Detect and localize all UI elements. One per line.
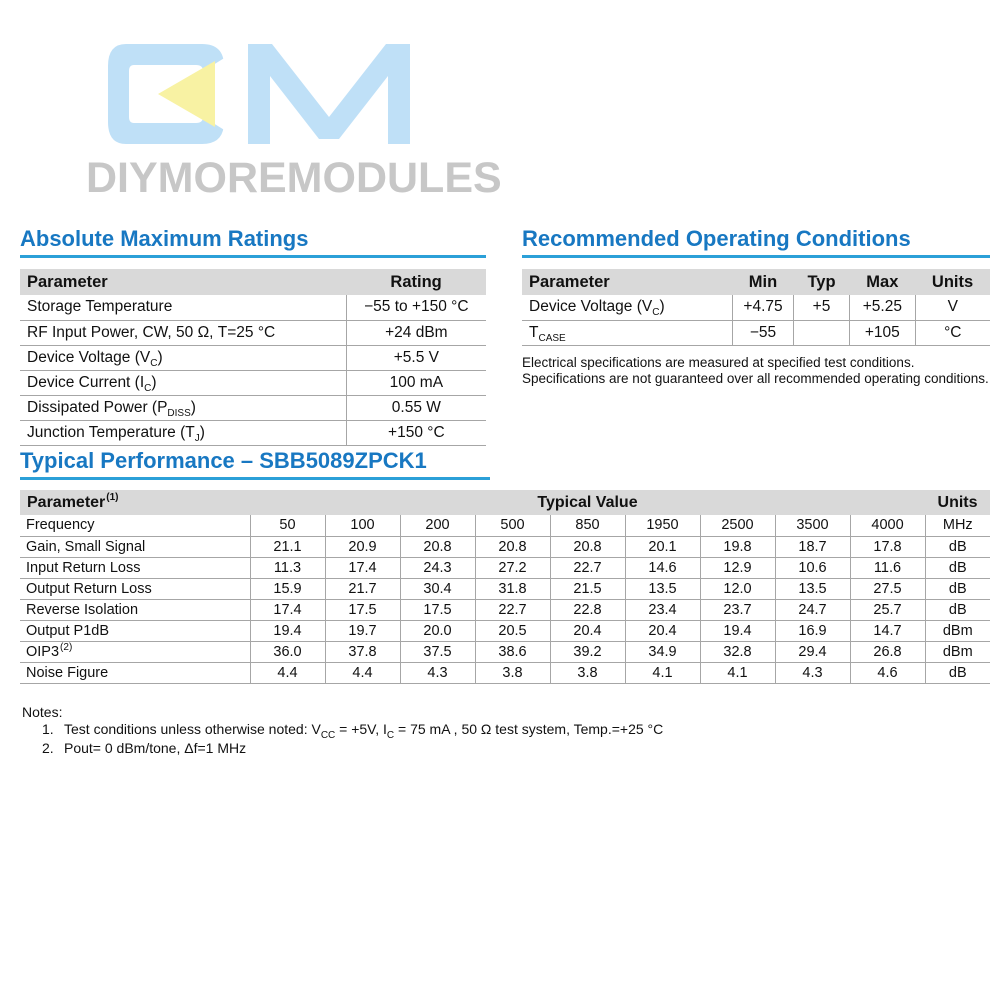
param-text: RF Input Power, CW, 50 Ω, T=25 °C bbox=[27, 323, 276, 341]
value-cell: 20.4 bbox=[550, 620, 625, 641]
table-row bbox=[20, 641, 990, 662]
value-cell: 19.8 bbox=[700, 536, 775, 557]
param-text: ) bbox=[151, 373, 157, 391]
roc-col-min: Min bbox=[733, 269, 794, 295]
note-text: Pout= 0 dBm/tone, Δf=1 MHz bbox=[64, 740, 247, 756]
value-cell: 12.0 bbox=[700, 578, 775, 599]
table-row bbox=[20, 420, 486, 445]
param-text: Dissipated Power (P bbox=[27, 398, 168, 416]
frequency-row bbox=[20, 515, 990, 536]
param-text: Input Return Loss bbox=[26, 559, 141, 576]
param-subscript: J bbox=[194, 432, 200, 444]
value-cell: 34.9 bbox=[625, 641, 700, 662]
param-subscript: C bbox=[150, 357, 158, 369]
value-cell: 19.4 bbox=[250, 620, 325, 641]
value-cell: 37.8 bbox=[325, 641, 400, 662]
value-cell: 23.7 bbox=[700, 599, 775, 620]
parameter-cell bbox=[522, 320, 733, 345]
min-cell: −55 bbox=[733, 320, 794, 345]
value-cell: 25.7 bbox=[850, 599, 925, 620]
value-cell: 20.8 bbox=[400, 536, 475, 557]
freq-cell: 4000 bbox=[850, 515, 925, 536]
notes-heading: Notes: bbox=[22, 704, 63, 720]
param-text: OIP3 bbox=[26, 643, 60, 660]
section-typical-performance bbox=[20, 448, 990, 684]
table-row bbox=[522, 320, 990, 345]
note-text: = 75 mA , 50 Ω test system, Temp.=+25 °C bbox=[394, 721, 664, 737]
parameter-cell bbox=[20, 395, 346, 420]
param-text: ) bbox=[659, 298, 665, 316]
value-cell: 20.8 bbox=[550, 536, 625, 557]
note-text: Test conditions unless otherwise noted: V bbox=[64, 721, 321, 737]
value-cell: 37.5 bbox=[400, 641, 475, 662]
value-cell: 14.6 bbox=[625, 557, 700, 578]
value-cell: 12.9 bbox=[700, 557, 775, 578]
notes-block bbox=[22, 704, 942, 758]
value-cell: 4.4 bbox=[250, 662, 325, 683]
value-cell: 24.7 bbox=[775, 599, 850, 620]
value-cell: 36.0 bbox=[250, 641, 325, 662]
param-text: Device Voltage (V bbox=[529, 298, 653, 316]
value-cell: 20.8 bbox=[475, 536, 550, 557]
value-cell: 4.3 bbox=[775, 662, 850, 683]
roc-col-units: Units bbox=[915, 269, 990, 295]
roc-footnote: Electrical specifications are measured at specified test conditions. Specifications are not guaranteed over all recommended operating conditions. bbox=[522, 354, 989, 386]
parameter-cell bbox=[20, 641, 250, 662]
value-cell: 27.5 bbox=[850, 578, 925, 599]
param-text: Device Current (I bbox=[27, 373, 145, 391]
value-cell: 32.8 bbox=[700, 641, 775, 662]
parameter-cell bbox=[20, 420, 346, 445]
parameter-cell bbox=[20, 295, 346, 320]
note-number: 2. bbox=[42, 740, 54, 756]
unit-cell: dB bbox=[925, 578, 990, 599]
rating-cell: +5.5 V bbox=[346, 345, 486, 370]
note-text: = +5V, I bbox=[335, 721, 387, 737]
value-cell: 4.3 bbox=[400, 662, 475, 683]
amr-col-rating: Rating bbox=[346, 269, 486, 295]
table-row bbox=[20, 599, 990, 620]
freq-cell: 50 bbox=[250, 515, 325, 536]
tp-col-parameter bbox=[20, 490, 250, 515]
value-cell: 39.2 bbox=[550, 641, 625, 662]
value-cell: 21.1 bbox=[250, 536, 325, 557]
tp-col-typical-value: Typical Value bbox=[250, 490, 925, 515]
freq-cell: 100 bbox=[325, 515, 400, 536]
unit-cell: MHz bbox=[925, 515, 990, 536]
parameter-cell bbox=[20, 320, 346, 345]
value-cell: 4.4 bbox=[325, 662, 400, 683]
value-cell: 21.5 bbox=[550, 578, 625, 599]
note-item-2 bbox=[22, 739, 942, 758]
freq-cell: 200 bbox=[400, 515, 475, 536]
table-row bbox=[20, 345, 486, 370]
parameter-cell bbox=[20, 536, 250, 557]
parameter-cell bbox=[20, 345, 346, 370]
value-cell: 4.6 bbox=[850, 662, 925, 683]
param-text: ) bbox=[199, 423, 205, 441]
roc-table bbox=[522, 269, 990, 346]
value-cell: 20.9 bbox=[325, 536, 400, 557]
value-cell: 3.8 bbox=[550, 662, 625, 683]
parameter-cell bbox=[20, 557, 250, 578]
param-subscript: CASE bbox=[538, 332, 566, 344]
roc-col-parameter: Parameter bbox=[522, 269, 733, 295]
brand-logo bbox=[108, 44, 410, 149]
roc-col-typ: Typ bbox=[793, 269, 849, 295]
typ-cell: +5 bbox=[793, 295, 849, 320]
table-row bbox=[522, 295, 990, 320]
value-cell: 19.4 bbox=[700, 620, 775, 641]
param-text: T bbox=[529, 323, 539, 341]
value-cell: 22.7 bbox=[550, 557, 625, 578]
header-superscript: (1) bbox=[106, 492, 119, 504]
note-subscript: CC bbox=[320, 729, 336, 741]
param-text: Device Voltage (V bbox=[27, 348, 151, 366]
table-row bbox=[20, 295, 486, 320]
min-cell: +4.75 bbox=[733, 295, 794, 320]
param-text: ) bbox=[190, 398, 196, 416]
parameter-cell bbox=[20, 620, 250, 641]
freq-cell: 850 bbox=[550, 515, 625, 536]
unit-cell: dB bbox=[925, 599, 990, 620]
freq-cell: 3500 bbox=[775, 515, 850, 536]
value-cell: 10.6 bbox=[775, 557, 850, 578]
rating-cell: +150 °C bbox=[346, 420, 486, 445]
tp-header-row bbox=[20, 490, 990, 515]
value-cell: 11.3 bbox=[250, 557, 325, 578]
param-subscript: DISS bbox=[167, 407, 191, 419]
value-cell: 4.1 bbox=[700, 662, 775, 683]
section-title-recommended-operating-conditions: Recommended Operating Conditions bbox=[522, 226, 990, 258]
table-row bbox=[20, 395, 486, 420]
value-cell: 17.5 bbox=[325, 599, 400, 620]
param-text: Reverse Isolation bbox=[26, 601, 139, 618]
param-text: Noise Figure bbox=[26, 664, 109, 681]
rating-cell: 100 mA bbox=[346, 370, 486, 395]
value-cell: 24.3 bbox=[400, 557, 475, 578]
value-cell: 3.8 bbox=[475, 662, 550, 683]
max-cell: +5.25 bbox=[850, 295, 916, 320]
unit-cell: dB bbox=[925, 536, 990, 557]
freq-cell: 500 bbox=[475, 515, 550, 536]
units-cell: °C bbox=[915, 320, 990, 345]
unit-cell: dBm bbox=[925, 641, 990, 662]
freq-cell: 2500 bbox=[700, 515, 775, 536]
parameter-cell bbox=[522, 295, 733, 320]
value-cell: 17.5 bbox=[400, 599, 475, 620]
value-cell: 21.7 bbox=[325, 578, 400, 599]
section-absolute-maximum-ratings bbox=[20, 226, 486, 446]
units-cell: V bbox=[915, 295, 990, 320]
rating-cell: 0.55 W bbox=[346, 395, 486, 420]
section-title-absolute-maximum-ratings: Absolute Maximum Ratings bbox=[20, 226, 486, 258]
amr-header-row bbox=[20, 269, 486, 295]
parameter-cell bbox=[20, 578, 250, 599]
value-cell: 4.1 bbox=[625, 662, 700, 683]
param-subscript: C bbox=[652, 307, 660, 319]
typical-performance-table bbox=[20, 490, 990, 684]
section-recommended-operating-conditions bbox=[522, 226, 990, 388]
freq-cell: 1950 bbox=[625, 515, 700, 536]
unit-cell: dB bbox=[925, 662, 990, 683]
value-cell: 17.4 bbox=[250, 599, 325, 620]
parameter-cell bbox=[20, 662, 250, 683]
table-row bbox=[20, 536, 990, 557]
dm-logo-icon bbox=[108, 44, 410, 144]
value-cell: 13.5 bbox=[775, 578, 850, 599]
value-cell: 14.7 bbox=[850, 620, 925, 641]
value-cell: 17.8 bbox=[850, 536, 925, 557]
param-subscript: C bbox=[144, 382, 152, 394]
value-cell: 38.6 bbox=[475, 641, 550, 662]
value-cell: 20.0 bbox=[400, 620, 475, 641]
param-text: ) bbox=[157, 348, 163, 366]
roc-header-row bbox=[522, 269, 990, 295]
value-cell: 20.1 bbox=[625, 536, 700, 557]
param-superscript: (2) bbox=[60, 641, 73, 653]
param-text: Junction Temperature (T bbox=[27, 423, 195, 441]
tp-col-units: Units bbox=[925, 490, 990, 515]
value-cell: 16.9 bbox=[775, 620, 850, 641]
value-cell: 20.5 bbox=[475, 620, 550, 641]
amr-col-parameter: Parameter bbox=[20, 269, 346, 295]
value-cell: 31.8 bbox=[475, 578, 550, 599]
header-text: Parameter bbox=[27, 493, 106, 511]
table-row bbox=[20, 370, 486, 395]
param-text: Output Return Loss bbox=[26, 580, 152, 597]
section-title-typical-performance: Typical Performance – SBB5089ZPCK1 bbox=[20, 448, 490, 480]
parameter-cell bbox=[20, 599, 250, 620]
note-subscript: C bbox=[386, 729, 395, 741]
unit-cell: dB bbox=[925, 557, 990, 578]
table-row bbox=[20, 557, 990, 578]
param-text: Output P1dB bbox=[26, 622, 110, 639]
table-row bbox=[20, 320, 486, 345]
unit-cell: dBm bbox=[925, 620, 990, 641]
amr-table bbox=[20, 269, 486, 446]
parameter-cell bbox=[20, 370, 346, 395]
note-item-1 bbox=[22, 720, 942, 739]
rating-cell: +24 dBm bbox=[346, 320, 486, 345]
typ-cell bbox=[793, 320, 849, 345]
rating-cell: −55 to +150 °C bbox=[346, 295, 486, 320]
parameter-cell: Frequency bbox=[20, 515, 250, 536]
value-cell: 19.7 bbox=[325, 620, 400, 641]
value-cell: 20.4 bbox=[625, 620, 700, 641]
table-row bbox=[20, 662, 990, 683]
max-cell: +105 bbox=[850, 320, 916, 345]
param-text: Gain, Small Signal bbox=[26, 538, 146, 555]
value-cell: 18.7 bbox=[775, 536, 850, 557]
value-cell: 30.4 bbox=[400, 578, 475, 599]
value-cell: 15.9 bbox=[250, 578, 325, 599]
roc-col-max: Max bbox=[850, 269, 916, 295]
value-cell: 29.4 bbox=[775, 641, 850, 662]
value-cell: 22.7 bbox=[475, 599, 550, 620]
param-text: Storage Temperature bbox=[27, 298, 173, 316]
value-cell: 13.5 bbox=[625, 578, 700, 599]
value-cell: 23.4 bbox=[625, 599, 700, 620]
table-row bbox=[20, 620, 990, 641]
value-cell: 26.8 bbox=[850, 641, 925, 662]
table-row bbox=[20, 578, 990, 599]
value-cell: 11.6 bbox=[850, 557, 925, 578]
value-cell: 22.8 bbox=[550, 599, 625, 620]
value-cell: 27.2 bbox=[475, 557, 550, 578]
note-number: 1. bbox=[42, 721, 54, 737]
value-cell: 17.4 bbox=[325, 557, 400, 578]
brand-wordmark: DIYMOREMODULES bbox=[86, 154, 502, 202]
